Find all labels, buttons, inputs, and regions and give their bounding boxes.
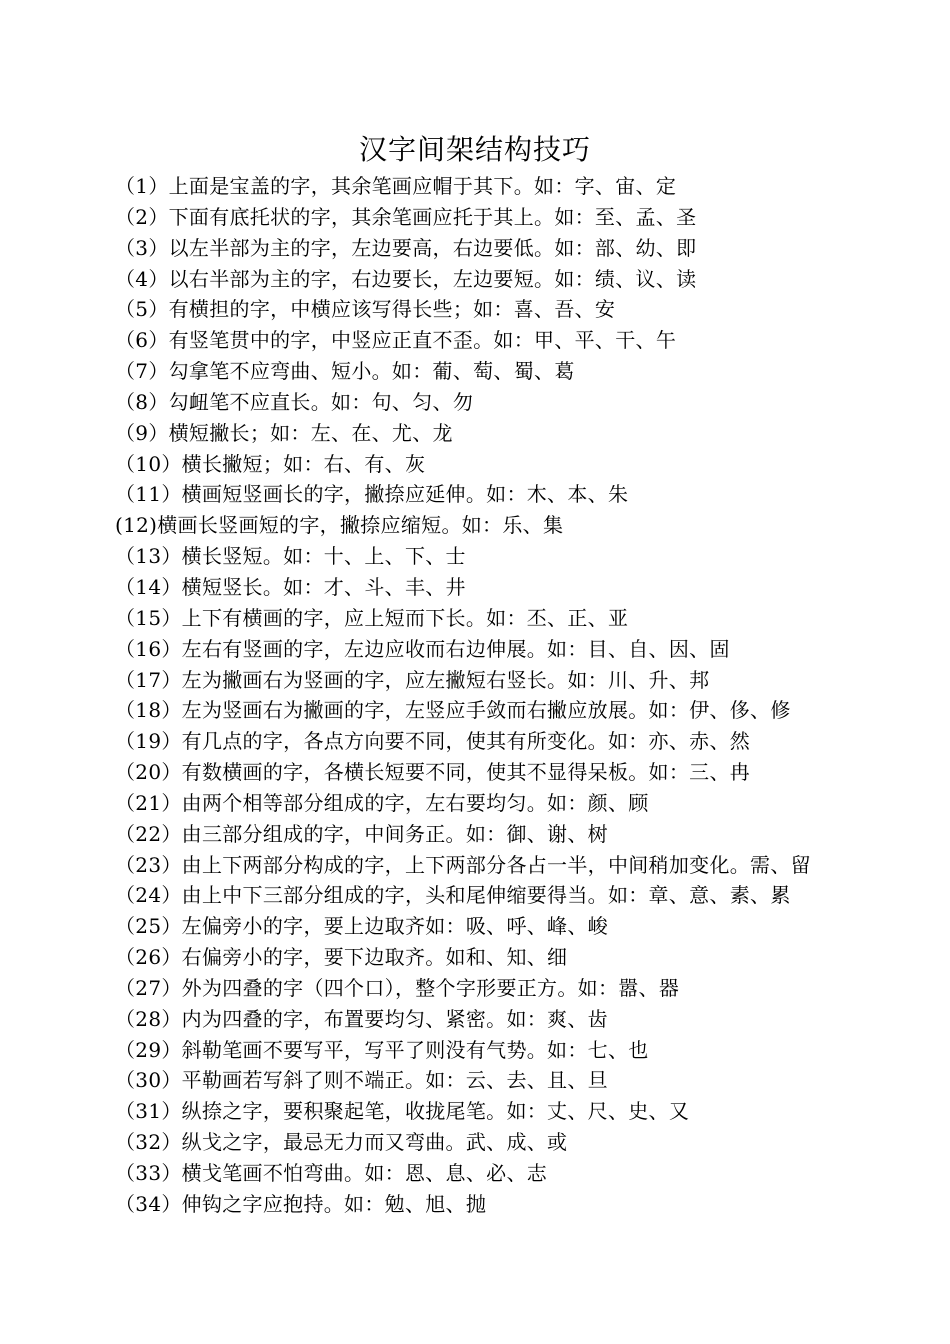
tip-line: （30）平勒画若写斜了则不端正。如：云、去、且、旦 — [115, 1068, 608, 1093]
tip-line: （33）横戈笔画不怕弯曲。如：恩、息、必、志 — [115, 1161, 548, 1185]
tip-line: （32）纵戈之字，最忌无力而又弯曲。武、成、或 — [115, 1130, 568, 1155]
tip-line: （8）勾衄笔不应直长。如：句、匀、勿 — [115, 389, 474, 414]
tip-line: （9）横短撇长；如：左、在、尤、龙 — [115, 420, 453, 445]
tip-line: （15）上下有横画的字，应上短而下长。如：丕、正、亚 — [115, 605, 629, 630]
tip-line: （31）纵捺之字，要积聚起笔，收拢尾笔。如：丈、尺、史、又 — [115, 1099, 690, 1124]
tip-line: (12)横画长竖画短的字，撇捺应缩短。如：乐、集 — [115, 513, 564, 538]
tip-line: （16）左右有竖画的字，左边应收而右边伸展。如：目、自、因、固 — [115, 636, 730, 661]
tip-line: （14）横短竖长。如：才、斗、丰、井 — [115, 574, 466, 599]
tip-line: （20）有数横画的字，各横长短要不同，使其不显得呆板。如：三、冉 — [115, 760, 751, 785]
tip-line: （11）横画短竖画长的字，撇捺应延伸。如：木、本、朱 — [115, 482, 629, 507]
tip-line: （34）伸钩之字应抱持。如：勉、旭、抛 — [115, 1191, 487, 1216]
tip-line: （21）由两个相等部分组成的字，左右要均匀。如：颜、顾 — [115, 790, 649, 815]
tip-line: （22）由三部分组成的字，中间务正。如：御、谢、树 — [115, 821, 608, 846]
tip-line: （19）有几点的字，各点方向要不同，使其有所变化。如：亦、赤、然 — [115, 729, 751, 754]
tip-line: （27）外为四叠的字（四个口），整个字形要正方。如：嚣、器 — [115, 975, 680, 1000]
tip-line: （10）横长撇短；如：右、有、灰 — [115, 451, 426, 476]
tip-line: （28）内为四叠的字，布置要均匀、紧密。如：爽、齿 — [115, 1006, 608, 1031]
page-title: 汉字间架结构技巧 — [358, 133, 591, 166]
tip-line: （2）下面有底托状的字，其余笔画应托于其上。如：至、孟、圣 — [115, 204, 697, 229]
tip-line: （29）斜勒笔画不要写平，写平了则没有气势。如：七、也 — [115, 1037, 649, 1062]
tip-line: （24）由上中下三部分组成的字，头和尾伸缩要得当。如：章、意、素、累 — [115, 883, 791, 908]
tip-line: （5）有横担的字，中横应该写得长些；如：喜、吾、安 — [115, 297, 616, 322]
tips-list — [115, 171, 935, 1220]
tip-line: （1）上面是宝盖的字，其余笔画应帽于其下。如：字、宙、定 — [115, 174, 677, 198]
tip-line: （4）以右半部为主的字，右边要长，左边要短。如：绩、议、读 — [115, 266, 697, 291]
tip-line: （17）左为撇画右为竖画的字，应左撇短右竖长。如：川、升、邦 — [115, 667, 710, 692]
tip-line: （18）左为竖画右为撇画的字，左竖应手敛而右撇应放展。如：伊、侈、修 — [115, 698, 791, 723]
tip-line: （25）左偏旁小的字，要上边取齐如：吸、呼、峰、峻 — [115, 914, 608, 939]
tip-line: （3）以左半部为主的字，左边要高，右边要低。如：部、幼、即 — [115, 235, 697, 260]
tip-line: （26）右偏旁小的字，要下边取齐。如和、知、细 — [115, 945, 568, 970]
tip-line: （7）勾拿笔不应弯曲、短小。如：葡、萄、蜀、葛 — [115, 359, 575, 384]
tip-line: （23）由上下两部分构成的字，上下两部分各占一半，中间稍加变化。需、留 — [115, 852, 811, 877]
tip-line: （6）有竖笔贯中的字，中竖应正直不歪。如：甲、平、干、午 — [115, 328, 677, 353]
tip-line: （13）横长竖短。如：十、上、下、士 — [115, 544, 466, 569]
